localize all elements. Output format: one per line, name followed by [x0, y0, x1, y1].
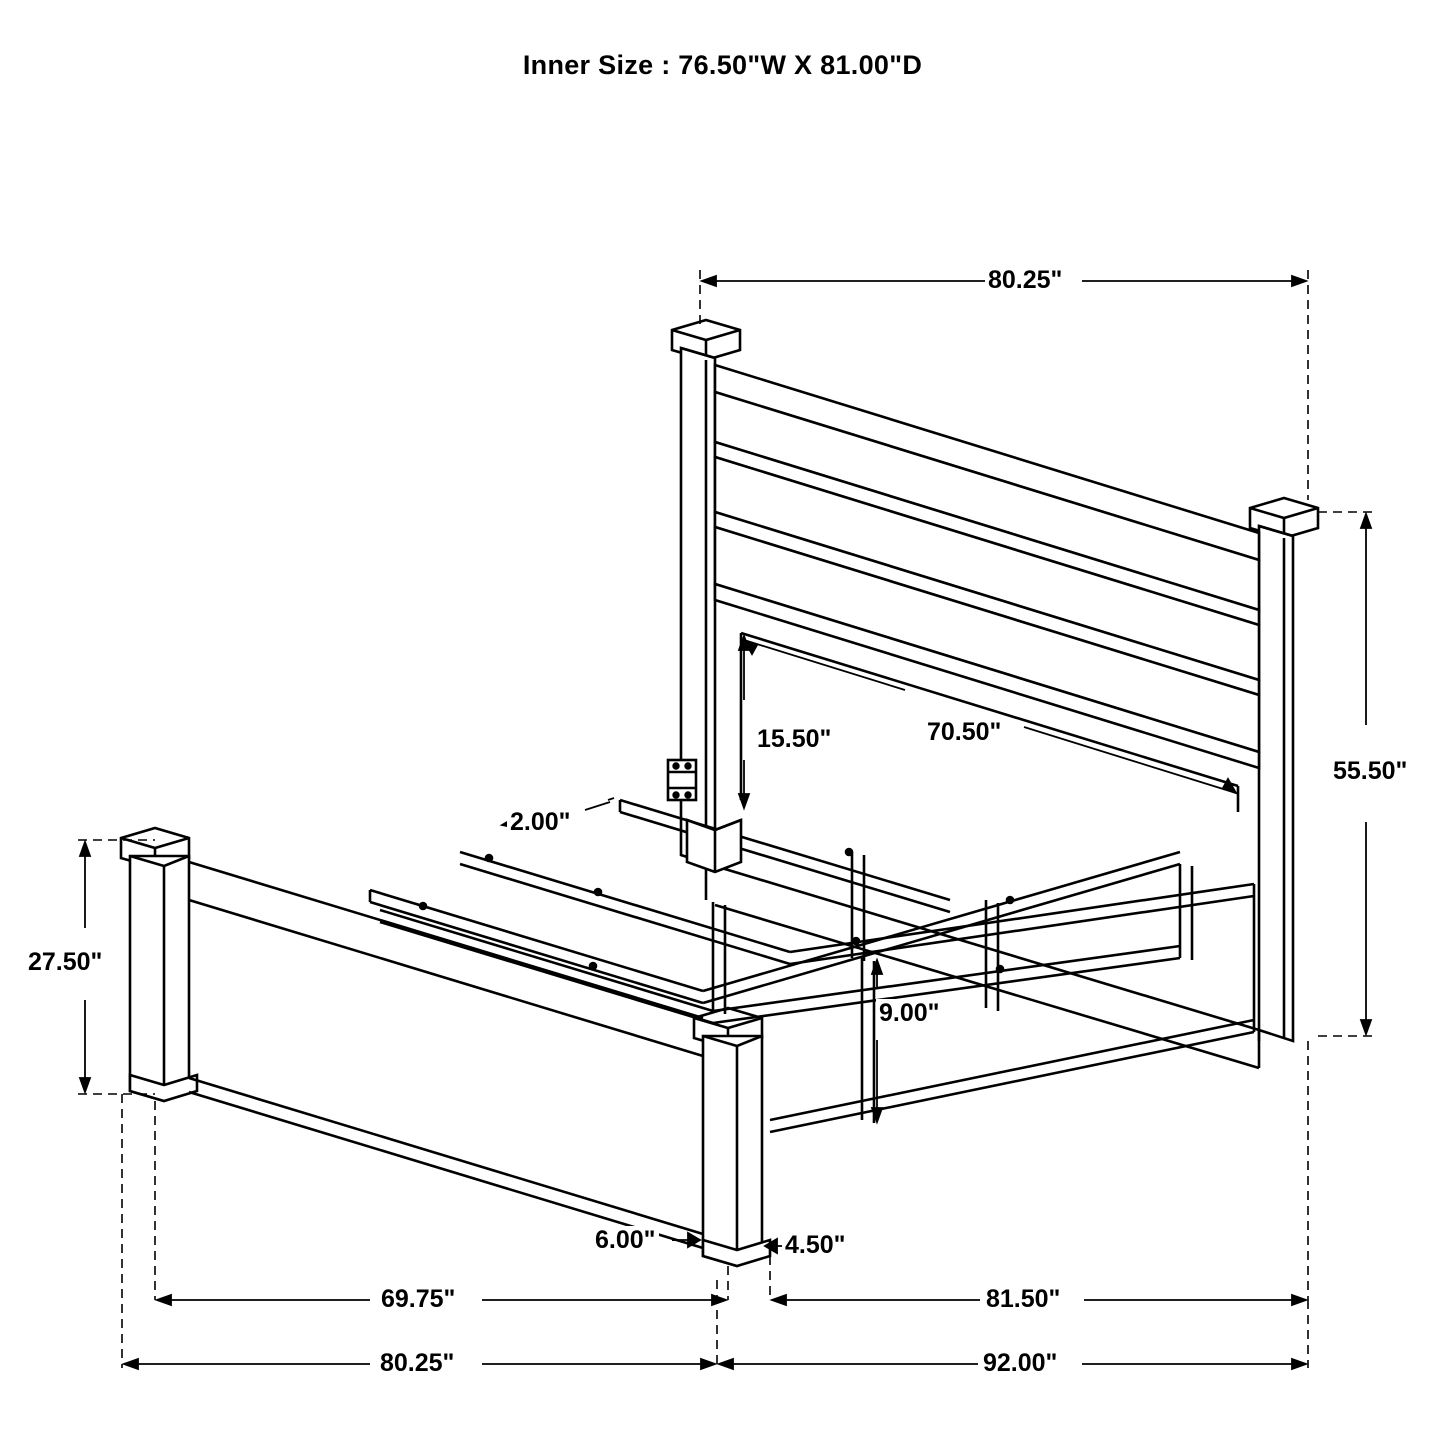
dimension-label-footboard-length: 69.75": [378, 1285, 458, 1314]
dimension-label-post-to-floor-left: 6.00": [592, 1226, 659, 1255]
footboard-right-post: [694, 1008, 770, 1266]
dimension-label-headboard-panel-width: 70.50": [924, 718, 1004, 747]
page-title: Inner Size : 76.50"W X 81.00"D: [522, 50, 923, 80]
dimension-label-headboard-panel-drop: 15.50": [754, 725, 834, 754]
dimension-label-side-rail-length: 81.50": [983, 1285, 1063, 1314]
dimension-label-slat-clearance: 9.00": [876, 999, 943, 1028]
footboard-left-post: [121, 828, 197, 1101]
dimension-label-overall-width-bottom: 80.25": [377, 1349, 457, 1378]
dimension-label-post-to-floor-right: 4.50": [782, 1231, 849, 1260]
dimension-label-overall-width-top: 80.25": [985, 266, 1065, 295]
bed-frame-slats: [370, 760, 1259, 1132]
dimension-label-rail-thickness: 2.00": [507, 808, 574, 837]
dimension-label-overall-depth-bottom: 92.00": [980, 1349, 1060, 1378]
dimension-label-headboard-height: 55.50": [1330, 757, 1410, 786]
footboard-panel: [189, 862, 703, 1248]
dimension-label-footboard-height: 27.50": [25, 948, 105, 977]
